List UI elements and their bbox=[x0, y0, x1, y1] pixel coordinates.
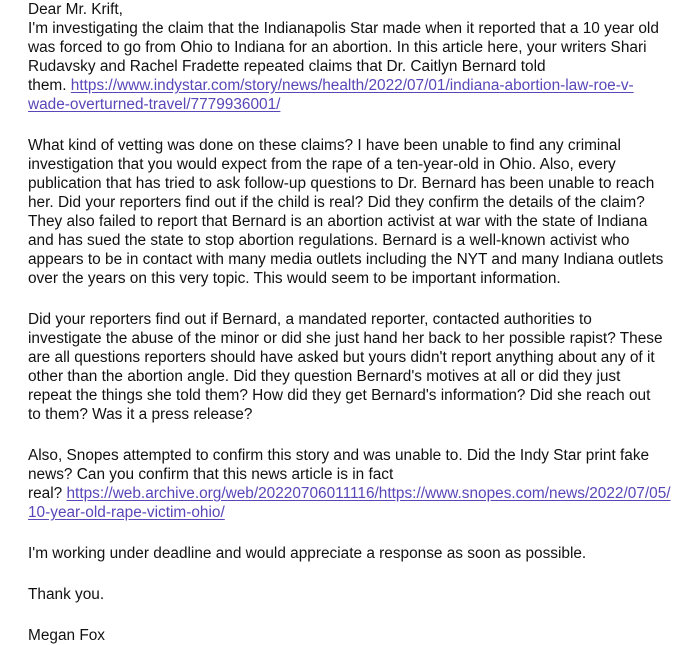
paragraph-2-line: They also failed to report that Bernard is an abortion activist at war with the state of Indiana bbox=[28, 213, 648, 230]
paragraph-2-line: investigation that you would expect from the rape of a ten-year-old in Ohio. Also, every bbox=[28, 156, 616, 173]
paragraph-1-line-1: I'm investigating the claim that the Indianapolis Star made when it reported that a 10 year old bbox=[28, 20, 659, 37]
snopes-archive-link-continued[interactable]: 10-year-old-rape-victim-ohio/ bbox=[28, 504, 225, 521]
paragraph-3-line: investigate the abuse of the minor or did she just hand her back to her possible rapist? These bbox=[28, 330, 663, 347]
paragraph-3-line: are all questions reporters should have asked but yours didn't report anything about any of it bbox=[28, 349, 655, 366]
paragraph-2-line: her. Did your reporters find out if the child is real? Did they confirm the details of the claim? bbox=[28, 194, 645, 211]
paragraph-1-line-3: Rudavsky and Rachel Fradette repeated claims that Dr. Caitlyn Bernard told bbox=[28, 58, 546, 75]
greeting: Dear Mr. Krift, bbox=[28, 1, 123, 18]
snopes-archive-link[interactable]: https://web.archive.org/web/20220706011116/https://www.snopes.com/news/2022/07/05/ bbox=[66, 485, 671, 502]
paragraph-2-line: over the years on this very topic. This would seem to be important information. bbox=[28, 270, 561, 287]
paragraph-4-line-2: news? Can you confirm that this news article is in fact bbox=[28, 466, 394, 483]
paragraph-3-line: to them? Was it a press release? bbox=[28, 406, 253, 423]
paragraph-spacer bbox=[28, 563, 676, 585]
paragraph-3-line: Did your reporters find out if Bernard, a mandated reporter, contacted authorities to bbox=[28, 311, 592, 328]
signature: Megan Fox bbox=[28, 627, 105, 644]
paragraph-2 bbox=[28, 136, 676, 288]
email-letter bbox=[28, 0, 676, 645]
paragraph-3-line: other than the abortion angle. Did they question Bernard's motives at all or did they just bbox=[28, 368, 621, 385]
paragraph-spacer bbox=[28, 522, 676, 544]
paragraph-1 bbox=[28, 19, 676, 114]
paragraph-2-line: What kind of vetting was done on these claims? I have been unable to find any criminal bbox=[28, 137, 621, 154]
paragraph-spacer bbox=[28, 114, 676, 136]
paragraph-spacer bbox=[28, 424, 676, 446]
paragraph-4-line-3-prefix: real? bbox=[28, 485, 67, 502]
paragraph-1-line-2: was forced to go from Ohio to Indiana for an abortion. In this article here, your writers Shari bbox=[28, 39, 647, 56]
paragraph-4-line-1: Also, Snopes attempted to confirm this story and was unable to. Did the Indy Star print fake bbox=[28, 447, 650, 464]
closing: Thank you. bbox=[28, 586, 105, 603]
paragraph-1-line-4-prefix: them. bbox=[28, 77, 71, 94]
paragraph-spacer bbox=[28, 288, 676, 310]
paragraph-2-line: appears to be in contact with many media outlets including the NYT and many Indiana outlets bbox=[28, 251, 664, 268]
paragraph-2-line: and has sued the state to stop abortion regulations. Bernard is a well-known activist who bbox=[28, 232, 630, 249]
paragraph-4 bbox=[28, 446, 676, 522]
paragraph-3 bbox=[28, 310, 676, 424]
indystar-article-link[interactable]: https://www.indystar.com/story/news/health/2022/07/01/indiana-abortion-law-roe-v- bbox=[70, 77, 634, 94]
paragraph-4-line-3 bbox=[28, 484, 676, 503]
paragraph-4-line-4 bbox=[28, 503, 676, 522]
paragraph-3-line: repeat the things she told them? How did they get Bernard's information? Did she reach out bbox=[28, 387, 651, 404]
paragraph-1-line-5 bbox=[28, 95, 676, 114]
paragraph-1-line-4 bbox=[28, 76, 676, 95]
indystar-article-link-continued[interactable]: wade-overturned-travel/7779936001/ bbox=[28, 96, 281, 113]
paragraph-2-line: publication that has tried to ask follow-up questions to Dr. Bernard has been unable to reach bbox=[28, 175, 655, 192]
paragraph-spacer bbox=[28, 604, 676, 626]
paragraph-5: I'm working under deadline and would appreciate a response as soon as possible. bbox=[28, 545, 587, 562]
